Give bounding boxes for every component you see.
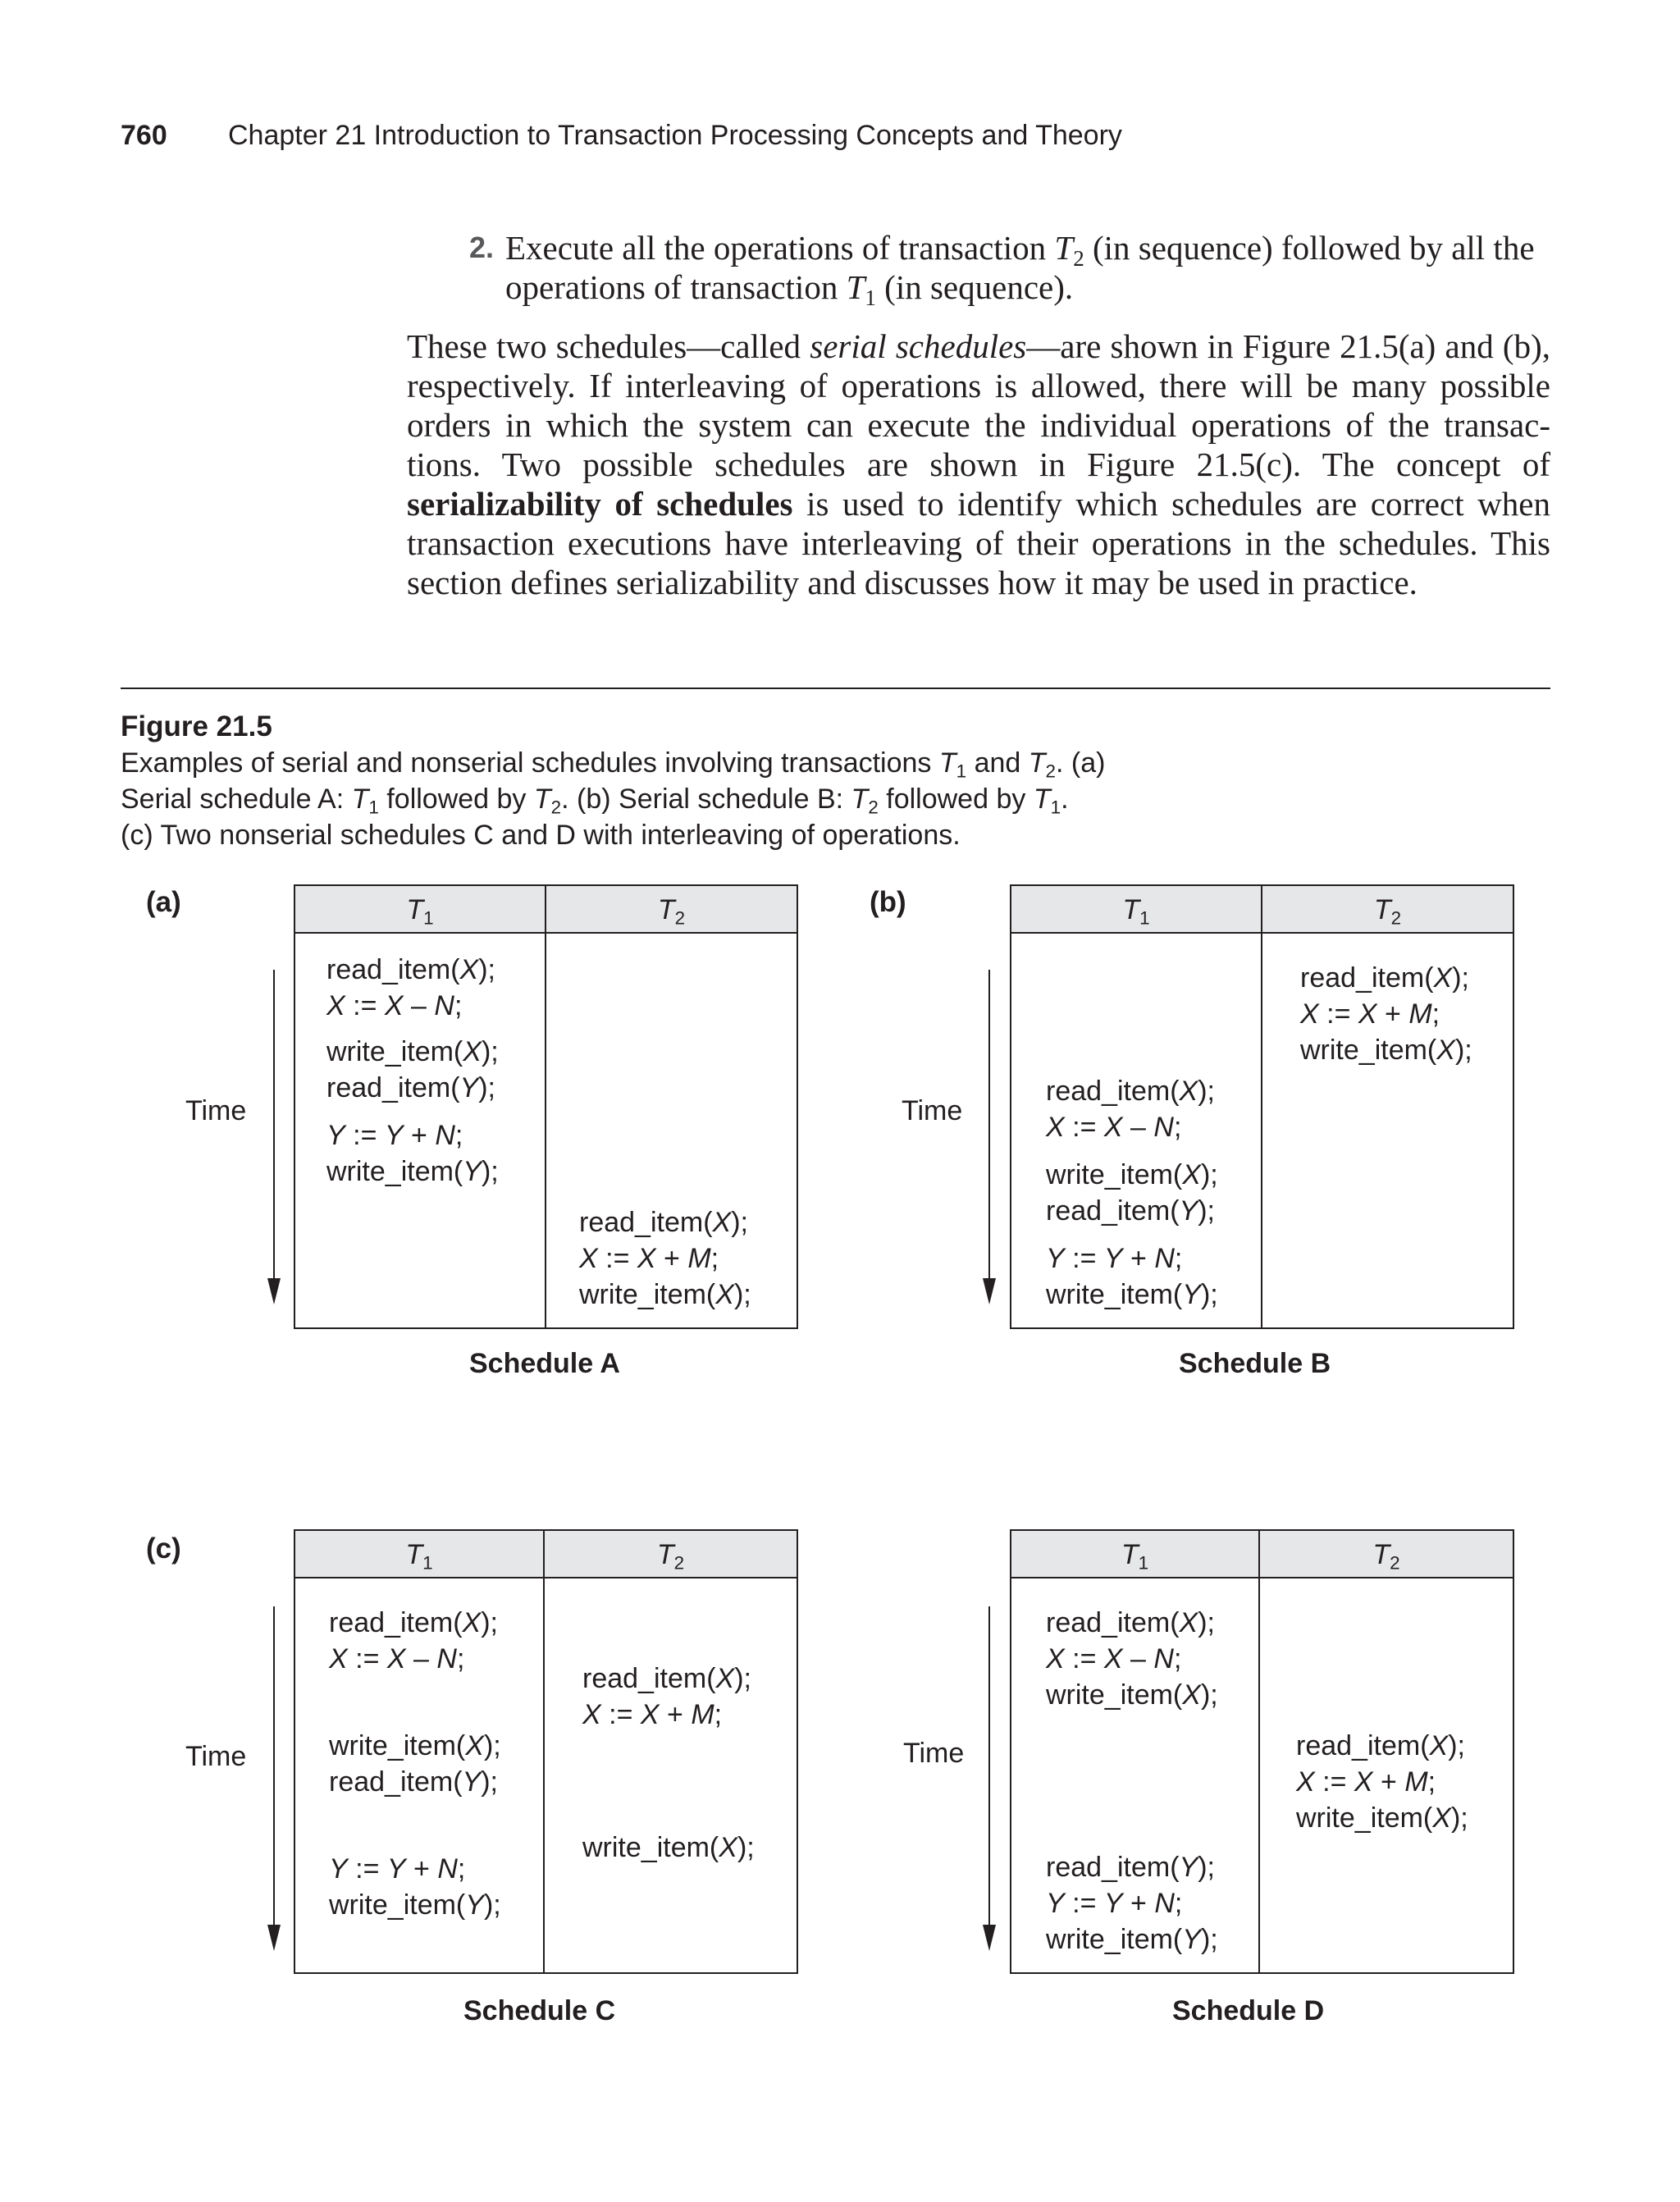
schedule-a-label: Schedule A — [469, 1348, 620, 1379]
op-read-y: read_item(Y); — [1046, 1195, 1215, 1227]
op-write-x: write_item(X); — [329, 1730, 501, 1761]
op-write-y: write_item(Y); — [1046, 1924, 1218, 1955]
column-t2: $T_2$ — [657, 894, 686, 929]
schedule-b-label: Schedule B — [1179, 1348, 1331, 1379]
op-assign-x-plus-m: X := X + M; — [579, 1243, 719, 1274]
time-label-b: Time — [902, 1095, 963, 1126]
time-label-d: Time — [903, 1738, 965, 1769]
op-assign-x-minus-n: X := X – N; — [1046, 1643, 1182, 1674]
op-write-x: write_item(X); — [579, 1279, 751, 1310]
time-axis-b — [988, 970, 990, 1280]
column-t2: $T_2$ — [1373, 894, 1402, 929]
op-read-x: read_item(X); — [1046, 1607, 1215, 1638]
time-label-a: Time — [185, 1095, 247, 1126]
list-number: 2. — [469, 231, 495, 264]
op-read-y: read_item(Y); — [329, 1766, 498, 1798]
column-divider — [543, 1531, 545, 1972]
op-read-y: read_item(Y); — [1046, 1852, 1215, 1883]
op-assign-x-minus-n: X := X – N; — [329, 1643, 465, 1674]
schedule-c-label: Schedule C — [463, 1995, 616, 2026]
op-write-y: write_item(Y); — [329, 1889, 501, 1921]
op-write-y: write_item(Y); — [1046, 1279, 1218, 1310]
column-t2: $T_2$ — [1372, 1539, 1400, 1574]
op-assign-y-plus-n: Y := Y + N; — [329, 1853, 466, 1884]
body-paragraph — [407, 327, 1550, 602]
column-t1: $T_1$ — [1122, 894, 1150, 929]
time-arrow-b — [983, 1278, 996, 1304]
list-line-1: Execute all the operations of transaction $T_2$ (in sequence) followed by all the — [505, 229, 1535, 272]
para-line: transaction executions have interleaving of their operations in the schedules. This — [407, 524, 1550, 562]
op-read-x: read_item(X); — [329, 1607, 498, 1638]
op-read-x: read_item(X); — [582, 1663, 751, 1694]
op-write-x: write_item(X); — [326, 1036, 499, 1067]
op-read-x: read_item(X); — [1046, 1076, 1215, 1107]
op-read-y: read_item(Y); — [326, 1072, 495, 1103]
time-axis-d — [988, 1606, 990, 1926]
op-write-x: write_item(X); — [1046, 1679, 1218, 1711]
op-assign-y-plus-n: Y := Y + N; — [1046, 1243, 1183, 1274]
op-write-x: write_item(X); — [1300, 1035, 1472, 1066]
time-arrow-d — [983, 1925, 996, 1951]
para-line: tions. Two possible schedules are shown in Figure 21.5(c). The concept of — [407, 445, 1550, 483]
caption-line-1: Examples of serial and nonserial schedules involving transactions $T_1$ and $T_2$. (a) — [121, 747, 1106, 782]
column-t1: $T_1$ — [406, 894, 434, 929]
op-assign-x-plus-m: X := X + M; — [1296, 1766, 1436, 1798]
time-axis-c — [273, 1606, 275, 1926]
column-t2: $T_2$ — [656, 1539, 685, 1574]
op-read-x: read_item(X); — [1300, 962, 1469, 994]
time-axis-a — [273, 970, 275, 1280]
op-assign-x-plus-m: X := X + M; — [582, 1699, 723, 1730]
op-assign-y-plus-n: Y := Y + N; — [326, 1120, 463, 1151]
para-line: respectively. If interleaving of operations is allowed, there will be many possible — [407, 367, 1550, 404]
time-arrow-a — [267, 1278, 281, 1304]
op-write-y: write_item(Y); — [326, 1156, 499, 1187]
op-write-x: write_item(X); — [1296, 1802, 1468, 1834]
para-line: section defines serializability and discusses how it may be used in practice. — [407, 564, 1418, 601]
op-assign-y-plus-n: Y := Y + N; — [1046, 1888, 1183, 1919]
time-arrow-c — [267, 1925, 281, 1951]
op-write-x: write_item(X); — [582, 1832, 755, 1863]
panel-label-a: (a) — [146, 886, 181, 918]
column-t1: $T_1$ — [405, 1539, 433, 1574]
column-divider — [1258, 1531, 1260, 1972]
op-read-x: read_item(X); — [326, 954, 495, 985]
column-divider — [1261, 886, 1262, 1327]
page-number: 760 — [121, 120, 167, 151]
op-assign-x-minus-n: X := X – N; — [1046, 1112, 1182, 1143]
op-write-x: write_item(X); — [1046, 1159, 1218, 1190]
panel-label-c: (c) — [146, 1533, 181, 1565]
time-label-c: Time — [185, 1741, 247, 1772]
schedule-d-label: Schedule D — [1172, 1995, 1325, 2026]
figure-title: Figure 21.5 — [121, 710, 272, 742]
op-assign-x-plus-m: X := X + M; — [1300, 998, 1440, 1030]
column-t1: $T_1$ — [1121, 1539, 1149, 1574]
list-line-2: operations of transaction $T_1$ (in sequence). — [505, 268, 1074, 311]
para-line: These two schedules—called serial schedules—are shown in Figure 21.5(a) and (b), — [407, 327, 1550, 365]
op-read-x: read_item(X); — [1296, 1730, 1465, 1761]
caption-line-3: (c) Two nonserial schedules C and D with interleaving of operations. — [121, 820, 961, 851]
figure-caption — [121, 745, 1187, 853]
op-read-x: read_item(X); — [579, 1207, 748, 1238]
op-assign-x-minus-n: X := X – N; — [326, 990, 463, 1021]
caption-line-2: Serial schedule A: $T_1$ followed by $T_2$. (b) Serial schedule B: $T_2$ followed by $T_1$. — [121, 783, 1069, 818]
para-line: orders in which the system can execute the individual operations of the transac- — [407, 406, 1550, 444]
figure-rule — [121, 688, 1550, 689]
para-line: serializability of schedules is used to identify which schedules are correct when — [407, 485, 1550, 523]
panel-label-b: (b) — [870, 886, 906, 918]
column-divider — [545, 886, 546, 1327]
running-title: Chapter 21 Introduction to Transaction Processing Concepts and Theory — [228, 120, 1122, 151]
